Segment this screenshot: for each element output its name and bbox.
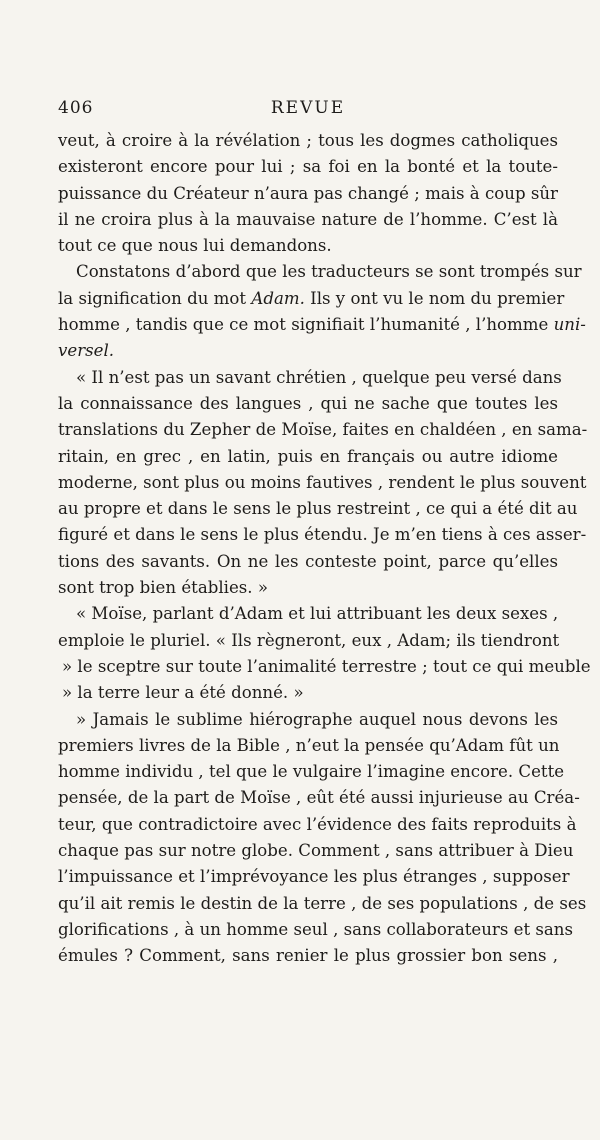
text-line: émules ? Comment, sans renier le plus grossier bon sens ,	[58, 946, 558, 966]
text-line: pensée, de la part de Moïse , eût été aussi injurieuse au Créa-	[58, 788, 580, 808]
text-line: homme individu , tel que le vulgaire l’imagine encore. Cette	[58, 762, 565, 782]
text-line: puissance du Créateur n’aura pas changé ; mais à coup sûr	[58, 183, 558, 203]
text-line: tions des savants. On ne les conteste point, parce qu’elles	[58, 551, 558, 571]
text-line: premiers livres de la Bible , n’eut la pensée qu’Adam fût un	[58, 735, 560, 755]
page-header	[58, 98, 558, 122]
text-line: glorifications , à un homme seul , sans collaborateurs et sans	[58, 919, 574, 939]
text-line: teur, que contradictoire avec l’évidence des faits reproduits à	[58, 814, 577, 834]
text-line: translations du Zepher de Moïse, faites en chaldéen , en sama-	[58, 420, 588, 440]
text-segment: Ils y ont vu le nom du premier	[310, 288, 565, 308]
page-number: 406	[58, 98, 94, 118]
text-line: sont trop bien établies. »	[58, 578, 268, 598]
text-line: versel.	[58, 341, 115, 361]
text-line: figuré et dans le sens le plus étendu. Je m’en tiens à ces asser-	[58, 525, 587, 545]
text-segment: la signification du mot	[58, 288, 247, 308]
text-line: au propre et dans le sens le plus restreint , ce qui a été dit au	[58, 499, 578, 519]
text-line: « Moïse, parlant d’Adam et lui attribuant les deux sexes ,	[76, 604, 559, 624]
text-segment: homme , tandis que ce mot signifiait l’humanité , l’homme	[58, 315, 549, 335]
text-line: » Jamais le sublime hiérographe auquel nous devons les	[76, 709, 558, 729]
text-line: veut, à croire à la révélation ; tous les dogmes catholiques	[58, 131, 558, 150]
italic-term: uni-	[553, 315, 586, 335]
text-line: Constatons d’abord que les traducteurs se sont trompés sur	[76, 262, 582, 282]
body-text	[58, 128, 591, 970]
text-line: existeront encore pour lui ; sa foi en la bonté et la toute-	[58, 157, 558, 177]
text-line: moderne, sont plus ou moins fautives , rendent le plus souvent	[58, 472, 587, 492]
text-line: l’impuissance et l’imprévoyance les plus étranges , supposer	[58, 867, 570, 887]
text-line: ritain, en grec , en latin, puis en français ou autre idiome	[58, 446, 558, 466]
text-line: qu’il ait remis le destin de la terre , de ses populations , de ses	[58, 893, 587, 913]
italic-term: Adam.	[251, 288, 305, 308]
text-line: chaque pas sur notre globe. Comment , sans attribuer à Dieu	[58, 841, 574, 861]
text-line	[58, 312, 586, 338]
text-line: « Il n’est pas un savant chrétien , quelque peu versé dans	[76, 367, 562, 387]
text-line: » le sceptre sur toute l’animalité terrestre ; tout ce qui meuble	[62, 656, 591, 676]
text-line: emploie le pluriel. « Ils règneront, eux , Adam; ils tiendront	[58, 630, 560, 650]
text-line: » la terre leur a été donné. »	[62, 683, 304, 703]
text-line: il ne croira plus à la mauvaise nature de l’homme. C’est là	[58, 209, 558, 229]
text-line: tout ce que nous lui demandons.	[58, 236, 332, 256]
text-line	[58, 286, 565, 312]
text-line: la connaissance des langues , qui ne sache que toutes les	[58, 393, 558, 413]
running-title: REVUE	[270, 98, 346, 118]
